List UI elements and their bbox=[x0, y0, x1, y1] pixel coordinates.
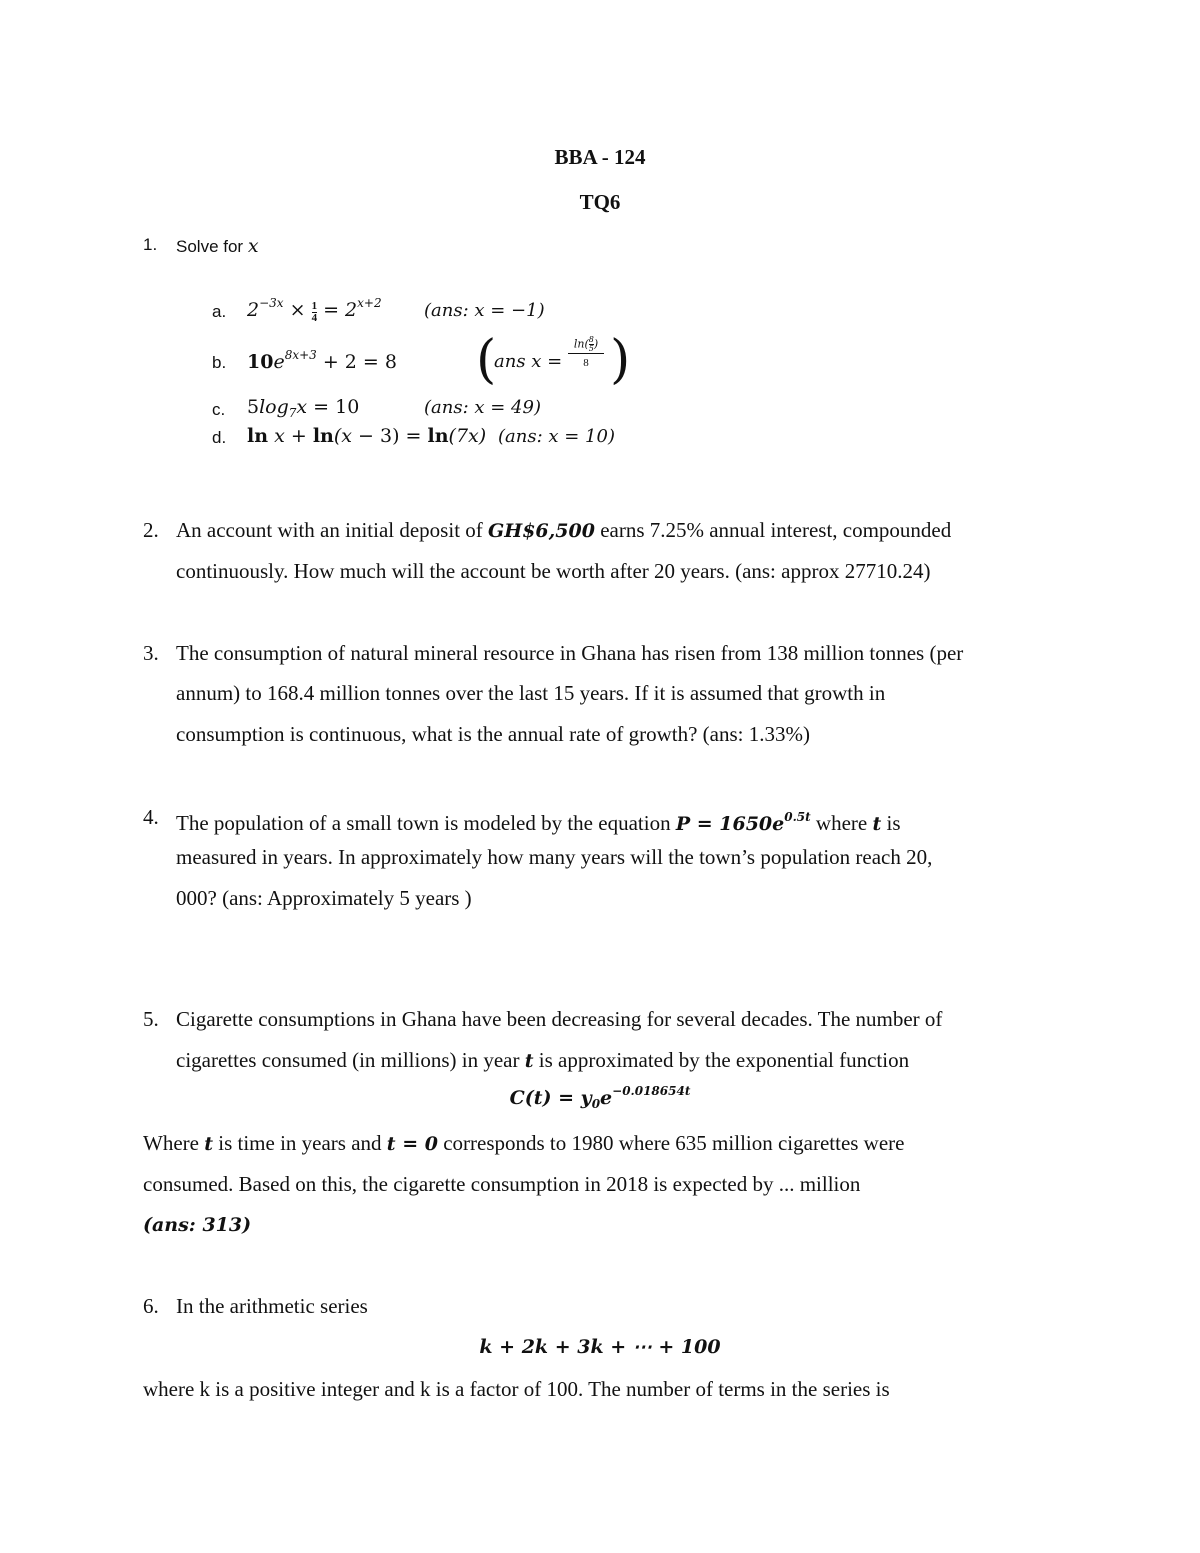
q5-text-post: is approximated by the exponential function bbox=[538, 1048, 910, 1072]
q1b-letter: b. bbox=[212, 353, 227, 372]
q3-line2: annum) to 168.4 million tonnes over the last 15 years. If it is assumed that growth in bbox=[176, 681, 886, 705]
q3-line3: consumption is continuous, what is the annual rate of growth? (ans: 1.33%) bbox=[176, 722, 810, 746]
q1-var: x bbox=[247, 235, 259, 257]
q5-line3: Where t is time in years and t = 0 corresponds to 1980 where 635 million cigarettes were bbox=[143, 1131, 905, 1155]
q3-line1: The consumption of natural mineral resource in Ghana has risen from 138 million tonnes (per bbox=[176, 641, 964, 665]
q1a-equation: $2^{-3x} \times \frac{1}{4}$ = $2^{x+2}$ bbox=[247, 296, 382, 324]
q1-prompt-text: Solve for bbox=[176, 237, 244, 256]
q4-line2: measured in years. In approximately how many years will the town’s population reach 20, bbox=[176, 845, 933, 869]
q2-line1 bbox=[176, 510, 951, 552]
q5-line2: cigarettes consumed (in millions) in year t is approximated by the exponential function bbox=[176, 1048, 910, 1072]
q4-number: 4. bbox=[143, 805, 159, 829]
q1c-answer: (ans: x = 49) bbox=[424, 397, 541, 418]
q6-series: k + 2k + 3k + ⋯ + 100 bbox=[479, 1336, 721, 1358]
q1d-equation: ln x + ln(x − 3) = ln(7x) bbox=[247, 425, 487, 447]
q1c-letter: c. bbox=[212, 400, 226, 419]
q1a-answer: (ans: x = −1) bbox=[424, 300, 545, 321]
q4-text-mid: where bbox=[815, 811, 868, 835]
course-title: BBA - 124 bbox=[554, 145, 646, 169]
q6-number: 6. bbox=[143, 1294, 159, 1318]
q1b-close-paren: ) bbox=[610, 330, 631, 390]
quiz-code: TQ6 bbox=[579, 190, 621, 214]
q4-line3: 000? (ans: Approximately 5 years ) bbox=[176, 886, 472, 910]
q4-text-post: is bbox=[886, 811, 901, 835]
q2-text-pre: An account with an initial deposit of bbox=[176, 518, 483, 542]
q1-prompt bbox=[176, 235, 259, 257]
q5-where: Where bbox=[143, 1131, 199, 1155]
q2-text-post: earns 7.25% annual interest, compounded bbox=[600, 518, 952, 542]
q1-number: 1. bbox=[143, 235, 158, 254]
q1b-equation: $10e^{8x+3} + 2 = 8$ bbox=[247, 348, 397, 373]
q5-text-post2: corresponds to 1980 where 635 million cigarettes were bbox=[443, 1131, 905, 1155]
q5-line4: consumed. Based on this, the cigarette consumption in 2018 is expected by ... million bbox=[143, 1172, 861, 1196]
q1b-fraction: $\ln(\frac{8}{5}$ ) 8 bbox=[568, 336, 604, 372]
q5-text-pre: cigarettes consumed (in millions) in year bbox=[176, 1048, 520, 1072]
q1a-letter: a. bbox=[212, 302, 227, 321]
q6-line3: where k is a positive integer and k is a factor of 100. The number of terms in the series is bbox=[143, 1377, 890, 1401]
q6-line1: In the arithmetic series bbox=[176, 1294, 368, 1318]
q3-number: 3. bbox=[143, 641, 159, 665]
q2-line2: continuously. How much will the account be worth after 20 years. (ans: approx 27710.24) bbox=[176, 559, 931, 583]
q5-line1: Cigarette consumptions in Ghana have been decreasing for several decades. The number of bbox=[176, 1007, 943, 1031]
q1b-open-paren: ( bbox=[476, 330, 497, 390]
q2-number: 2. bbox=[143, 518, 159, 542]
q2-amount: GH$6,500 bbox=[488, 520, 595, 542]
q1b-answer: ans x = bbox=[494, 351, 563, 372]
q1d-answer: (ans: x = 10) bbox=[498, 426, 615, 447]
q5-text-mid: is time in years and bbox=[218, 1131, 382, 1155]
q5-answer: (ans: 313) bbox=[143, 1214, 252, 1236]
q1c-equation: $5\log_7x = 10$ bbox=[247, 396, 360, 420]
q5-formula: $C(t) = y_0e^{-0.018654t}$ bbox=[509, 1084, 691, 1111]
q4-line1: The population of a small town is modeled by the equation $P = 1650e^{0.5t}$ where t is bbox=[176, 810, 901, 835]
q5-number: 5. bbox=[143, 1007, 159, 1031]
q4-equation: $P = 1650e^{0.5t}$ bbox=[675, 810, 811, 835]
q4-text-pre: The population of a small town is modeled by the equation bbox=[176, 811, 671, 835]
q1d-letter: d. bbox=[212, 428, 227, 447]
